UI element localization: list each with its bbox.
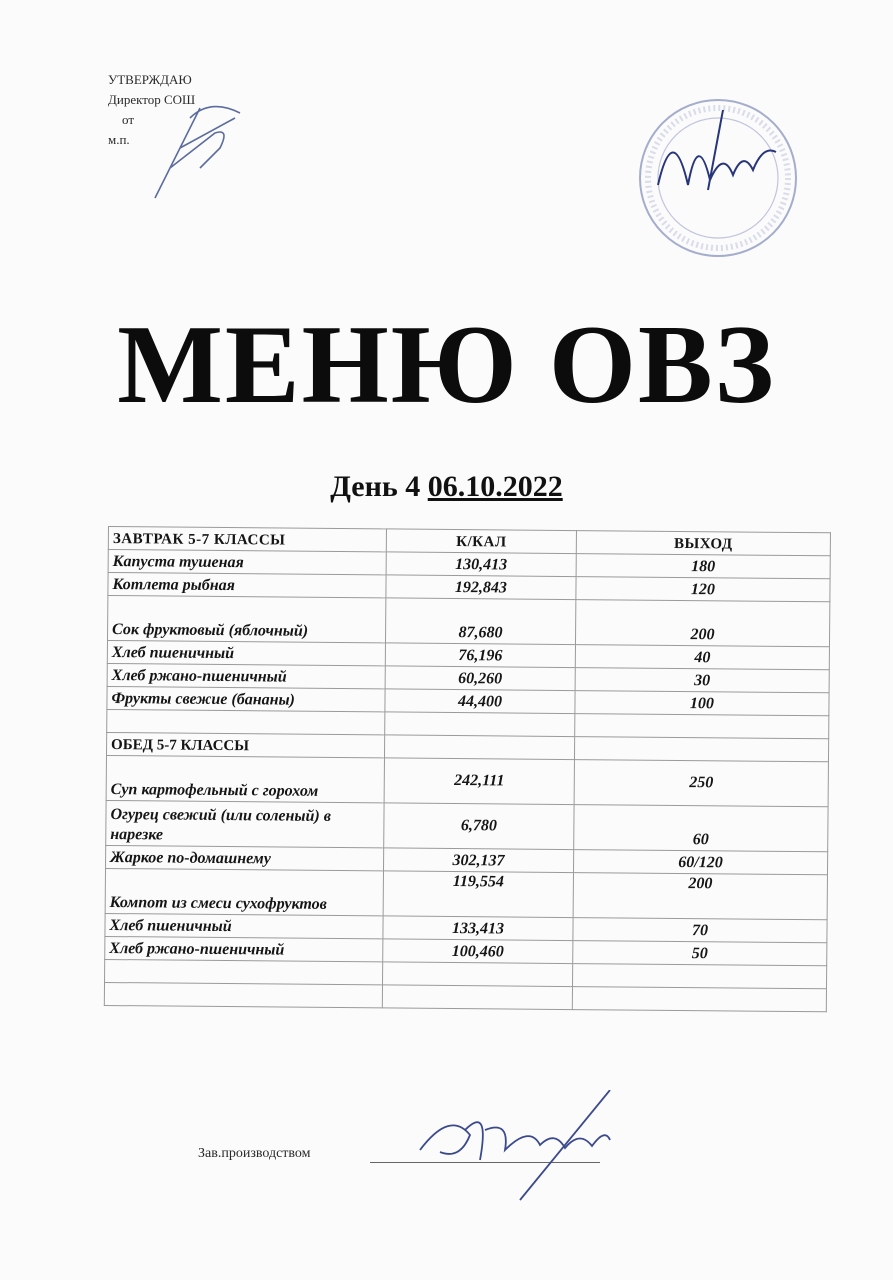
dish-kcal: 242,111: [384, 758, 574, 805]
dish-kcal: 6,780: [384, 803, 574, 850]
dish-kcal: 60,260: [385, 666, 575, 691]
dish-name: Фрукты свежие (бананы): [107, 686, 385, 711]
day-heading: [0, 470, 893, 504]
empty-cell: [107, 709, 385, 734]
manager-signature: [410, 1090, 650, 1210]
dish-name: Компот из смеси сухофруктов: [105, 868, 383, 915]
dish-kcal: 119,554: [383, 871, 573, 918]
dish-yield: 30: [575, 668, 829, 693]
dish-name: Хлеб пшеничный: [105, 913, 383, 938]
approval-date-label: от: [122, 112, 135, 127]
dish-kcal: 302,137: [384, 848, 574, 873]
table-row: [108, 596, 830, 647]
dish-kcal: 192,843: [386, 575, 576, 600]
approval-seal-label: м.п.: [108, 132, 130, 147]
dish-yield: 70: [573, 918, 827, 943]
dish-kcal: 76,196: [385, 643, 575, 668]
empty-cell: [104, 982, 382, 1007]
empty-cell: [105, 959, 383, 984]
table-row: [105, 868, 827, 919]
dish-kcal: 100,460: [383, 939, 573, 964]
dish-name: Сок фруктовый (яблочный): [108, 596, 386, 643]
empty-cell: [572, 987, 826, 1012]
kcal-header: К/КАЛ: [386, 529, 576, 554]
dish-kcal: 133,413: [383, 916, 573, 941]
dish-yield: 120: [576, 577, 830, 602]
approval-position: Директор СОШ: [108, 92, 196, 107]
empty-row: [104, 982, 826, 1011]
empty-cell: [382, 985, 572, 1010]
dish-yield: 40: [575, 645, 829, 670]
dish-name: Капуста тушеная: [108, 550, 386, 575]
production-manager-label: Зав.производством: [198, 1146, 311, 1161]
dish-name: Огурец свежий (или соленый) в нарезке: [106, 800, 384, 847]
dish-name: Жаркое по-домашнему: [106, 845, 384, 870]
empty-cell: [385, 712, 575, 737]
dish-name: Котлета рыбная: [108, 573, 386, 598]
empty-cell: [383, 962, 573, 987]
menu-table: [104, 526, 831, 1012]
page-title: МЕНЮ ОВЗ: [117, 303, 776, 427]
yield-header: ВЫХОД: [576, 531, 830, 556]
dish-yield: 180: [576, 554, 830, 579]
table-row: [106, 755, 828, 806]
dish-yield: 60: [574, 805, 828, 852]
breakfast-header: ЗАВТРАК 5-7 КЛАССЫ: [108, 527, 386, 552]
day-date: 06.10.2022: [427, 470, 563, 503]
dish-yield: 250: [574, 760, 828, 807]
dish-name: Хлеб ржано-пшеничный: [107, 663, 385, 688]
table-row: [106, 800, 828, 851]
dish-yield: 200: [573, 873, 827, 920]
dish-name: Хлеб ржано-пшеничный: [105, 936, 383, 961]
empty-cell: [572, 964, 826, 989]
lunch-header: ОБЕД 5-7 КЛАССЫ: [106, 732, 384, 757]
dish-yield: 50: [573, 941, 827, 966]
day-label: День 4: [330, 470, 421, 503]
dish-kcal: 130,413: [386, 552, 576, 577]
director-signature: [140, 88, 250, 208]
empty-cell: [575, 714, 829, 739]
dish-yield: 200: [575, 600, 829, 647]
dish-name: Хлеб пшеничный: [107, 641, 385, 666]
official-stamp: [628, 90, 808, 270]
dish-kcal: 87,680: [385, 598, 575, 645]
approval-title: УТВЕРЖДАЮ: [108, 72, 192, 87]
dish-kcal: 44,400: [385, 689, 575, 714]
dish-yield: 100: [575, 691, 829, 716]
dish-yield: 60/120: [573, 850, 827, 875]
empty-cell: [574, 737, 828, 762]
empty-cell: [384, 735, 574, 760]
dish-name: Суп картофельный с горохом: [106, 755, 384, 802]
